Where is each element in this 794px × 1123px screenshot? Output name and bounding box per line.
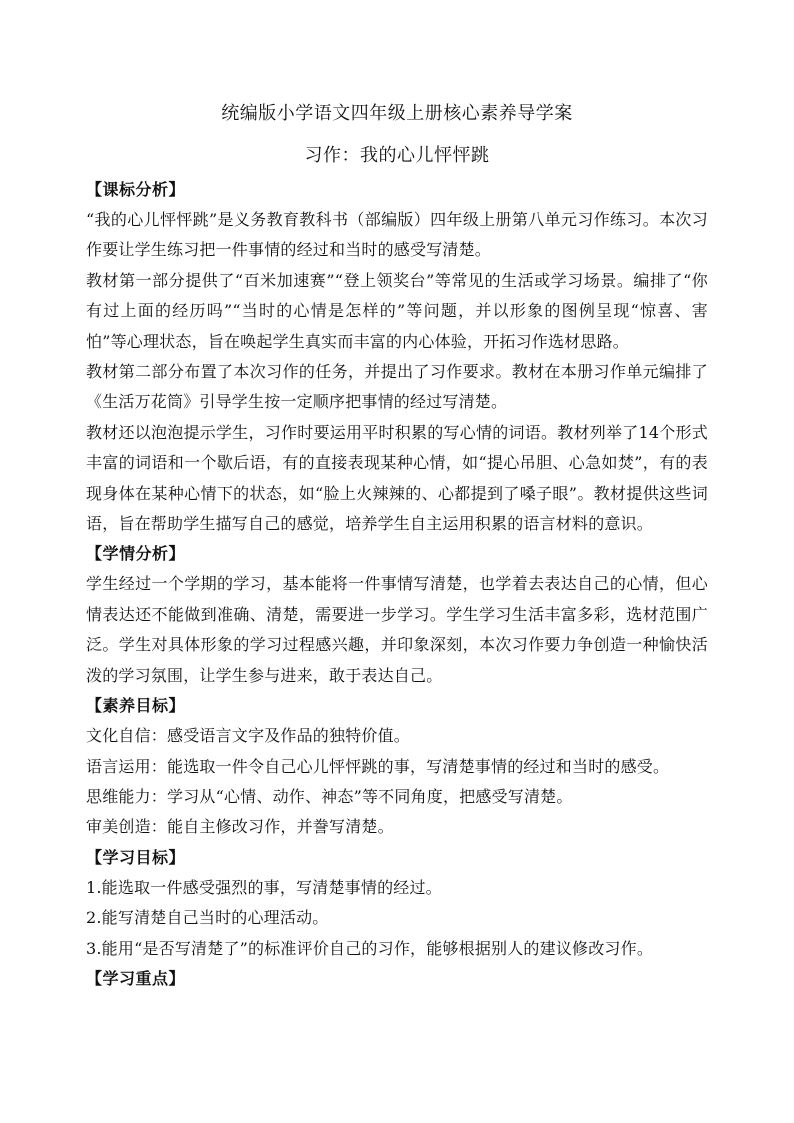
section-heading-key-points: 【学习重点】 bbox=[86, 968, 186, 988]
document-subtitle: 习作：我的心儿怦怦跳 bbox=[304, 145, 490, 166]
learner-paragraph-1: 学生经过一个学期的学习，基本能将一件事情写清楚，也学着去表达自己的心情，但心情表达还不能做到准确、清楚，需要进一步学习。学生学习生活丰富多彩，选材范围广泛。学生对具体形象的学习过程感兴趣，并印象深刻，本次习作要力争创造一种愉快活泼的学习氛围，让学生参与进来，敢于表达自己。 bbox=[86, 574, 708, 685]
literacy-goal-aesthetic: 审美创造：能自主修改习作，并誊写清楚。 bbox=[86, 817, 394, 837]
literacy-goal-thinking: 思维能力：学习从“心情、动作、神态”等不同角度，把感受写清楚。 bbox=[86, 786, 573, 806]
literacy-goal-language: 语言运用：能选取一件令自己心儿怦怦跳的事，写清楚事情的经过和当时的感受。 bbox=[86, 756, 670, 776]
learning-goal-2: 2.能写清楚自己当时的心理活动。 bbox=[86, 908, 329, 928]
curriculum-paragraph-4: 教材还以泡泡提示学生，习作时要运用平时积累的写心情的词语。教材列举了14个形式丰富的词语和一个歇后语，有的直接表现某种心情，如“提心吊胆、心急如焚”，有的表现身体在某种心情下的状态，如“脸上火辣辣的、心都提到了嗓子眼”。教材提供这些词语，旨在帮助学生描写自己的感觉，培养学生自主运用积累的语言材料的意识。 bbox=[86, 422, 708, 534]
document-title: 统编版小学语文四年级上册核心素养导学案 bbox=[221, 103, 573, 124]
section-heading-learner-analysis: 【学情分析】 bbox=[86, 544, 186, 564]
learning-goal-1: 1.能选取一件感受强烈的事，写清楚事情的经过。 bbox=[86, 877, 442, 897]
section-heading-literacy-goals: 【素养目标】 bbox=[86, 696, 186, 716]
curriculum-paragraph-1: “我的心儿怦怦跳”是义务教育教科书（部编版）四年级上册第八单元习作练习。本次习作要让学生练习把一件事情的经过和当时的感受写清楚。 bbox=[86, 210, 708, 260]
learning-goal-3: 3.能用“是否写清楚了”的标准评价自己的习作，能够根据别人的建议修改习作。 bbox=[86, 938, 654, 958]
literacy-goal-culture: 文化自信：感受语言文字及作品的独特价值。 bbox=[86, 726, 411, 746]
section-heading-curriculum-analysis: 【课标分析】 bbox=[86, 180, 186, 199]
curriculum-paragraph-2: 教材第一部分提供了“百米加速赛”“登上领奖台”等常见的生活或学习场景。编排了“你有过上面的经历吗”“当时的心情是怎样的”等问题，并以形象的图例呈现“惊喜、害怕”等心理状态，旨在唤起学生真实而丰富的内心体验，开拓习作选材思路。 bbox=[86, 270, 708, 351]
curriculum-paragraph-3: 教材第二部分布置了本次习作的任务，并提出了习作要求。教材在本册习作单元编排了《生活万花筒》引导学生按一定顺序把事情的经过写清楚。 bbox=[86, 362, 708, 412]
section-heading-learning-goals: 【学习目标】 bbox=[86, 847, 186, 867]
